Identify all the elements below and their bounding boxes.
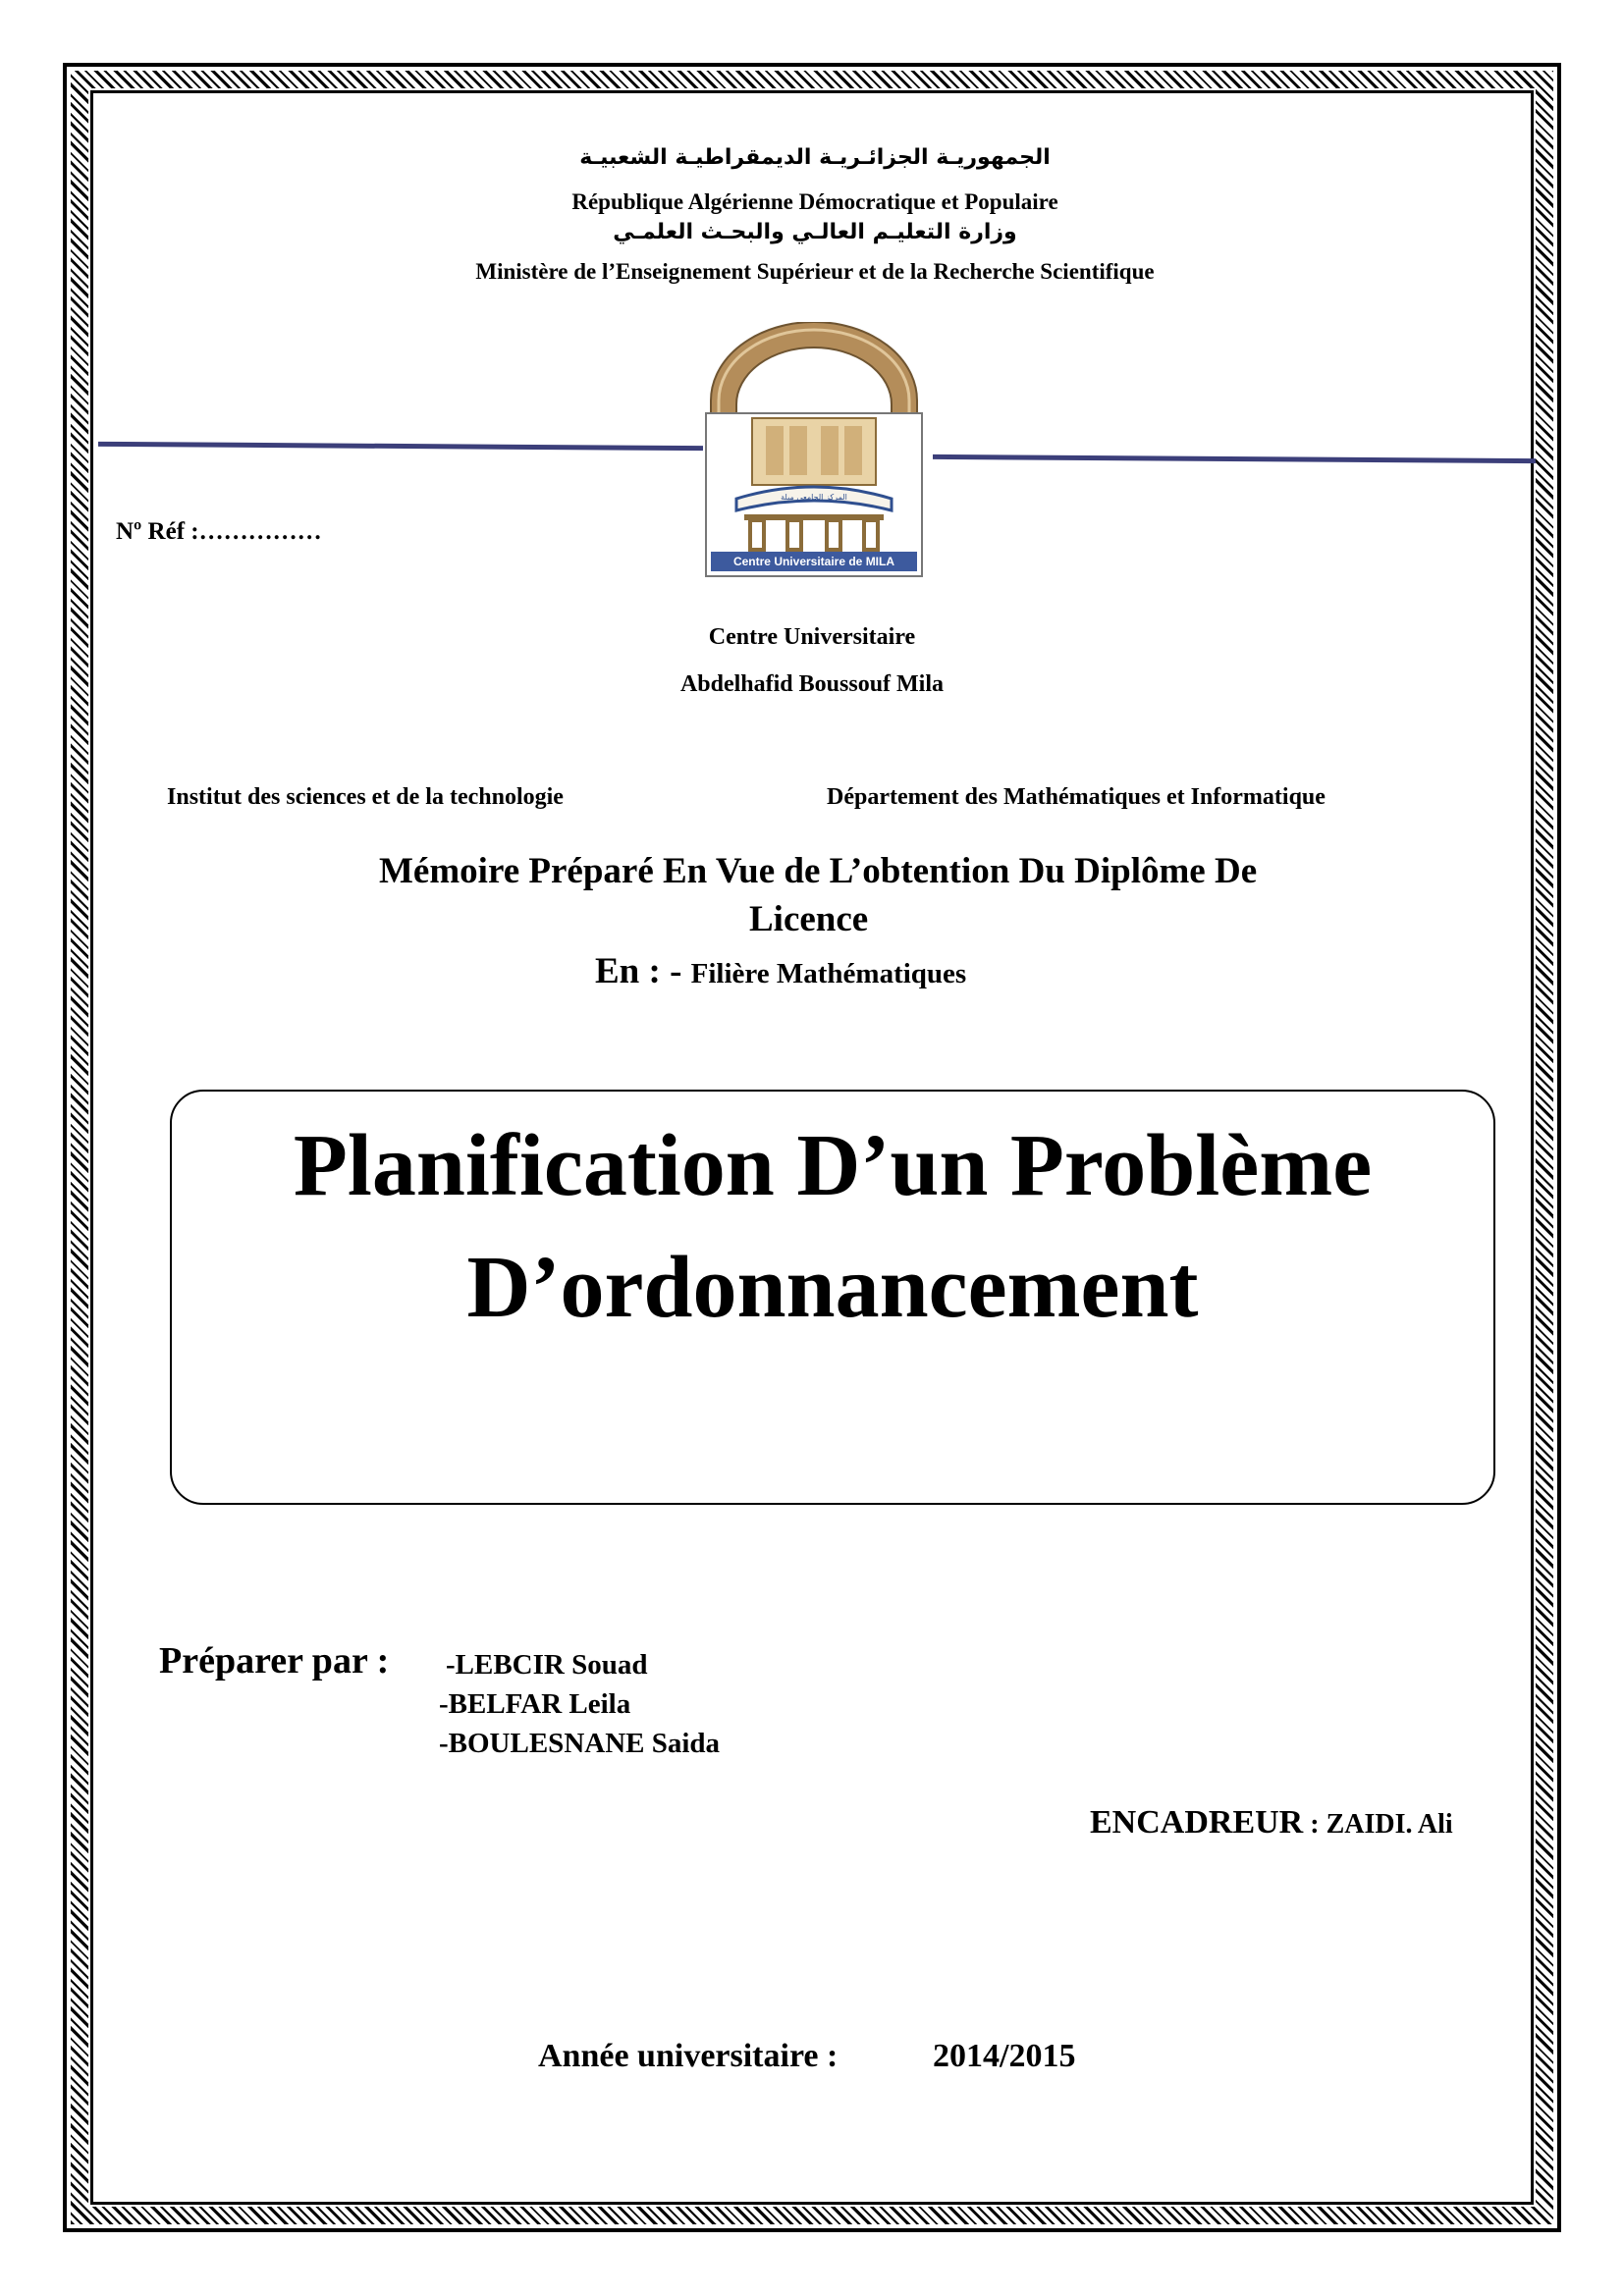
institute-name: Institut des sciences et de la technologie — [167, 784, 564, 810]
filiere: Filière Mathématiques — [690, 958, 967, 989]
author-3: -BOULESNANE Saida — [439, 1728, 721, 1759]
authors-label: Préparer par : — [159, 1640, 390, 1682]
ministry-french: Ministère de l’Enseignement Supérieur et de la Recherche Scientifique — [475, 259, 1155, 284]
thesis-title-line-1: Planification D’un Problème — [293, 1117, 1373, 1214]
republic-french: République Algérienne Démocratique et Populaire — [571, 189, 1058, 214]
memoire-filiere-line — [595, 950, 966, 992]
thesis-title-line-2: D’ordonnancement — [466, 1239, 1199, 1336]
logo-arch — [705, 322, 923, 420]
reference-number: Nº Réf :…………… — [116, 518, 322, 545]
en-prefix: En : - — [595, 951, 691, 991]
supervisor-label: ENCADREUR — [1090, 1804, 1304, 1841]
department-name: Département des Mathématiques et Informatique — [827, 784, 1326, 810]
logo-arabic-caption: المركز الجامعي ميلة — [781, 493, 847, 502]
supervisor — [1090, 1804, 1453, 1842]
academic-year-label: Année universitaire : — [538, 2038, 839, 2074]
logo-building-icon — [707, 414, 921, 552]
logo-caption: Centre Universitaire de MILA — [711, 552, 917, 571]
memoire-line-1: Mémoire Préparé En Vue de L’obtention Du Diplôme De — [379, 851, 1258, 891]
supervisor-separator: : — [1303, 1809, 1326, 1840]
ministry-arabic: وزارة التعليـم العالـي والبحـث العلمـي — [613, 220, 1017, 244]
author-1: -LEBCIR Souad — [446, 1649, 648, 1681]
institution-line-2: Abdelhafid Boussouf Mila — [679, 671, 945, 697]
republic-arabic: الجمهوريـة الجزائـريـة الديمقراطيـة الشعبيـة — [579, 145, 1051, 170]
author-2: -BELFAR Leila — [439, 1688, 631, 1720]
academic-year-value: 2014/2015 — [933, 2038, 1076, 2074]
institution-line-1: Centre Universitaire — [708, 624, 916, 650]
memoire-line-2: Licence — [749, 899, 869, 939]
supervisor-name: ZAIDI. Ali — [1326, 1809, 1453, 1840]
